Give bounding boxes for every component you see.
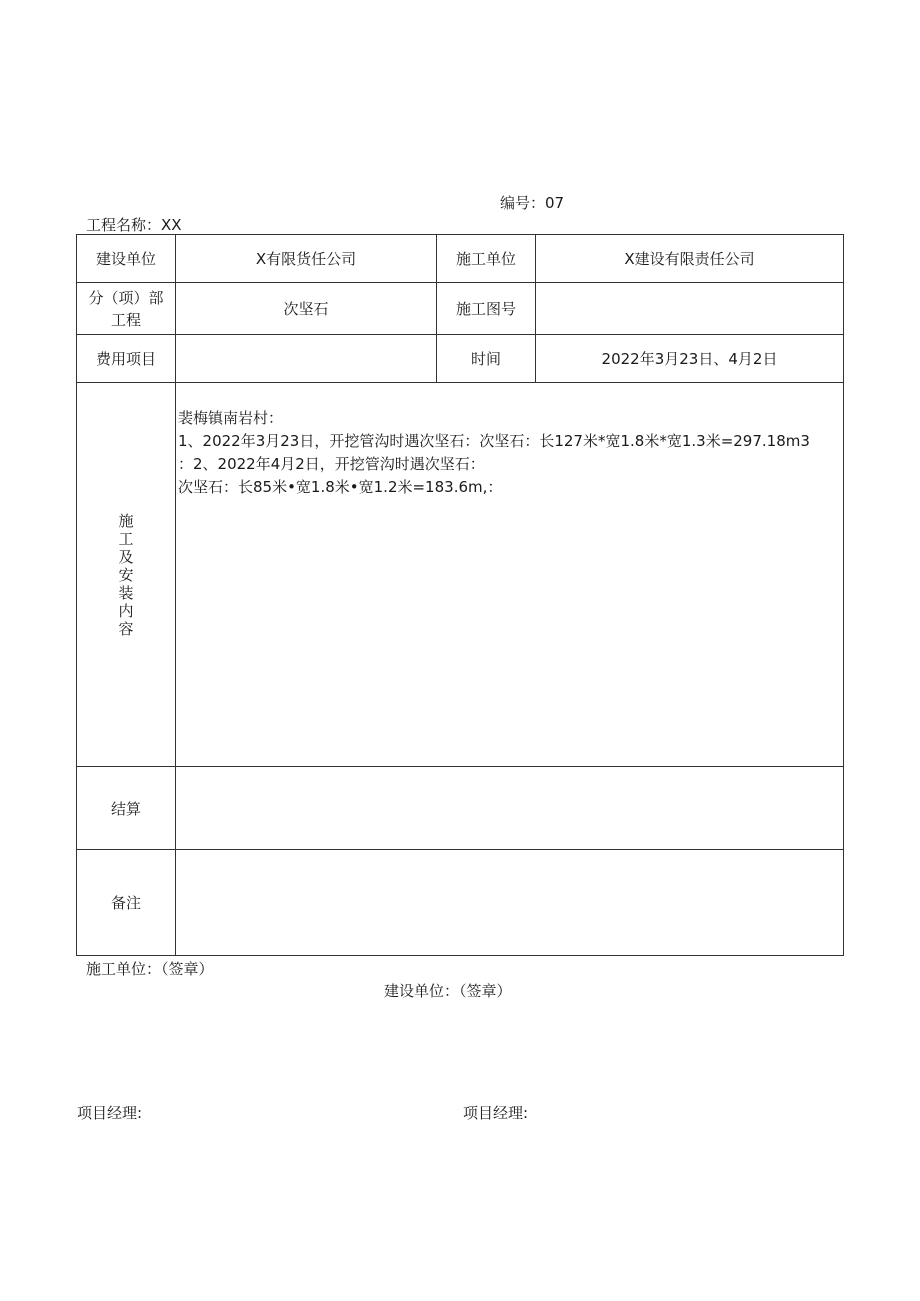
form-row-content: [77, 383, 844, 767]
form-row-cost: [77, 335, 844, 383]
settlement-value: [176, 767, 844, 850]
content-section-label: 施工及安装内容: [118, 511, 134, 638]
content-section-body: [176, 383, 844, 767]
drawing-number-value: [536, 283, 844, 335]
construction-unit-label: 施工单位: [437, 235, 536, 283]
form-row-remarks: [77, 850, 844, 956]
drawing-number-label: 施工图号: [437, 283, 536, 335]
cost-item-label: 费用项目: [77, 335, 176, 383]
subproject-label-line1: 分（项）部: [88, 288, 164, 307]
settlement-label: 结算: [77, 767, 176, 850]
content-section-label-cell: [77, 383, 176, 767]
remarks-label: 备注: [77, 850, 176, 956]
project-manager-left: 项目经理:: [77, 1104, 143, 1122]
project-manager-right: 项目经理:: [463, 1104, 529, 1122]
document-number: 编号：07: [500, 194, 565, 212]
build-unit-value: X有限货任公司: [176, 235, 437, 283]
form-row-subproject: [77, 283, 844, 335]
build-unit-signature: 建设单位：（签章）: [384, 982, 512, 1000]
subproject-value: 次坚石: [176, 283, 437, 335]
form-row-settlement: [77, 767, 844, 850]
content-line: 1、2022年3月23日，开挖管沟时遇次坚石：次坚石：长127米*宽1.8米*宽1.3米=297.18m3: [178, 432, 810, 450]
project-name: 工程名称：XX: [86, 216, 182, 234]
remarks-value: [176, 850, 844, 956]
content-line: 裴梅镇南岩村：: [178, 409, 284, 427]
cost-item-value: [176, 335, 437, 383]
build-unit-label: 建设单位: [77, 235, 176, 283]
construction-unit-signature: 施工单位：（签章）: [86, 960, 214, 978]
subproject-label: [77, 283, 176, 335]
content-line: 次坚石：长85米•宽1.8米•宽1.2米=183.6m,：: [178, 478, 503, 496]
time-label: 时间: [437, 335, 536, 383]
construction-form-table: [76, 234, 844, 956]
subproject-label-line2: 工程: [110, 310, 141, 329]
time-value: 2022年3月23日、4月2日: [536, 335, 844, 383]
content-line: ：2、2022年4月2日，开挖管沟时遇次坚石：: [178, 455, 485, 473]
form-row-units: [77, 235, 844, 283]
construction-unit-value: X建设有限责任公司: [536, 235, 844, 283]
